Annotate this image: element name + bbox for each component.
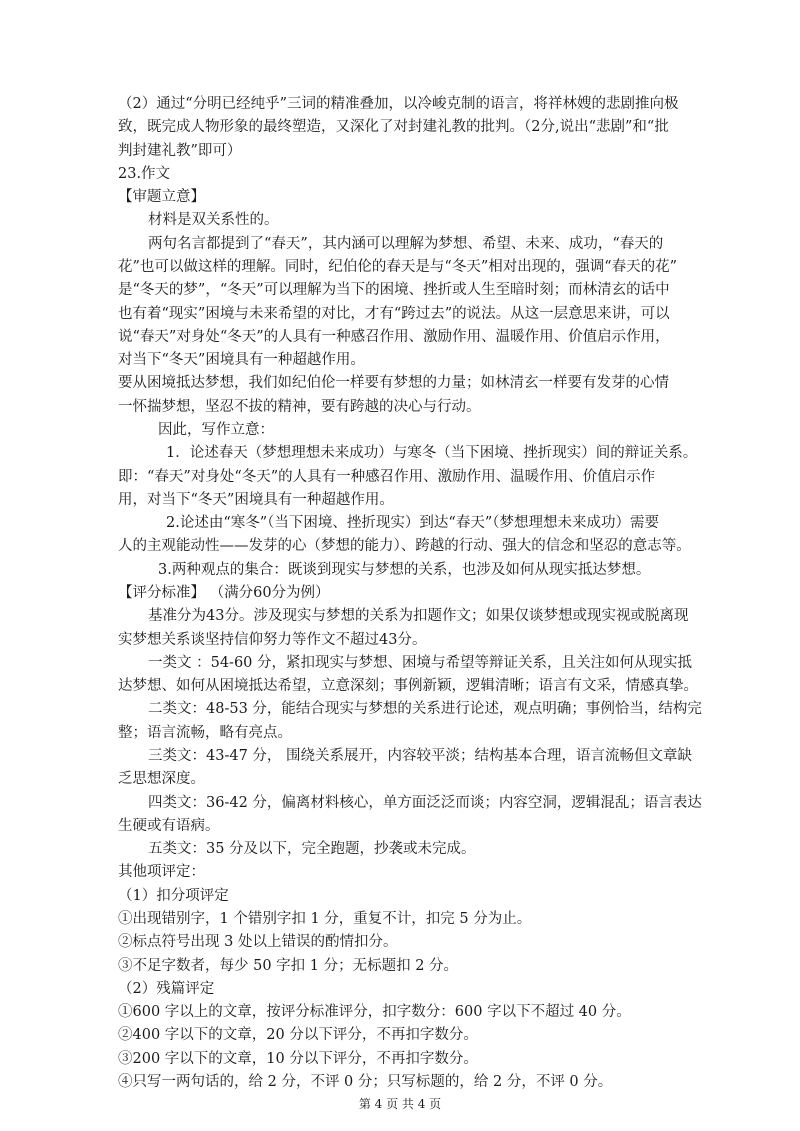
text-line: 说“春天”对身处“冬天”的人具有一种感召作用、激励作用、温暖作用、价值启示作用， [118,329,670,345]
text-line: ③不足字数者，每少 50 字扣 1 分；无标题扣 2 分。 [118,958,459,974]
section-heading: 23.作文 [118,166,171,182]
text-line: 生硬或有语病。 [118,818,220,834]
text-line: 基准分为43分。涉及现实与梦想的关系为扣题作文；如果仅谈梦想或现实视或脱离现 [148,608,689,624]
text-line: 五类文：35 分及以下，完全跑题，抄袭或未完成。 [148,841,476,857]
text-line: （2）残篇评定 [118,981,215,997]
text-line: 实梦想关系谈坚持信仰努力等作文不超过43分。 [118,632,427,648]
text-line: 一类文 ：54-60 分，紧扣现实与梦想、困境与希望等辩证关系，且关注如何从现实抵 [148,655,693,671]
text-line: （1）扣分项评定 [118,888,229,904]
text-line: 人的主观能动性——发芽的心（梦想的能力）、跨越的行动、强大的信念和坚忍的意志等。 [118,538,691,554]
text-line: 整；语言流畅，略有亮点。 [118,725,292,741]
section-heading: 【审题立意】 [118,189,205,205]
text-line: 达梦想、如何从困境抵达希望，立意深刻；事例新颖，逻辑清晰；语言有文采，情感真挚。 [118,678,698,694]
text-line: 对当下“冬天”困境具有一种超越作用。 [118,352,365,368]
text-line: 2.论述由“寒冬”（当下困境、挫折现实）到达“春天”（梦想理想未来成功）需要 [166,515,659,531]
text-line: 要从困境抵达梦想，我们如纪伯伦一样要有梦想的力量；如林清玄一样要有发芽的心情 [118,375,669,391]
text-line: 因此，写作立意： [158,422,274,438]
text-line: 1．论述春天（梦想理想未来成功）与寒冬（当下困境、挫折现实）间的辩证关系。 [166,445,698,461]
text-line: 三类文：43-47 分， 围绕关系展开，内容较平淡；结构基本合理，语言流畅但文章缺 [148,748,693,764]
text-line: ②400 字以下的文章，20 分以下评分，不再扣字数分。 [118,1027,478,1043]
text-line: ④只写一两句话的，给 2 分，不评 0 分；只写标题的，给 2 分，不评 0 分。 [118,1074,613,1090]
section-heading: 【评分标准】 （满分60分为例） [118,585,330,601]
text-line: 四类文：36-42 分，偏离材料核心，单方面泛泛而谈；内容空洞，逻辑混乱；语言表达 [148,795,702,811]
text-line: 致，既完成人物形象的最终塑造，又深化了对封建礼教的批判。（2分,说出“悲剧”和“批 [118,119,669,135]
text-line: 两句名言都提到了“春天”，其内涵可以理解为梦想、希望、未来、成功，“春天的 [148,236,664,252]
text-line: 一怀揣梦想，坚忍不拔的精神，要有跨越的决心与行动。 [118,399,481,415]
text-line: ③200 字以下的文章，10 分以下评分，不再扣字数分。 [118,1051,478,1067]
text-line: ①出现错别字，1 个错别字扣 1 分，重复不计，扣完 5 分为止。 [118,911,532,927]
text-line: 花”也可以做这样的理解。同时，纪伯伦的春天是与“冬天”相对出现的，强调“春天的花” [118,259,678,275]
text-line: ①600 字以上的文章，按评分标准评分，扣字数分：600 字以下不超过 40 分。 [118,1004,631,1020]
text-line: 也有着“现实”困境与未来希望的对比，才有“跨过去”的说法。从这一层意思来讲，可以 [118,306,670,322]
text-line: 用，对当下“冬天”困境具有一种超越作用。 [118,492,394,508]
page-number: 第 4 页 共 4 页 [358,1097,442,1111]
text-line: （2）通过“分明已经纯乎”三词的精准叠加，以冷峻克制的语言，将祥林嫂的悲剧推向极 [118,96,679,112]
text-line: 判封建礼教”即可） [118,143,242,159]
text-line: 二类文：48-53 分，能结合现实与梦想的关系进行论述，观点明确；事例恰当，结构完 [148,701,702,717]
text-line: 是“冬天的梦”，“冬天”可以理解为当下的困境、挫折或人生至暗时刻；而林清玄的话中 [118,282,670,298]
text-line: 即：“春天”对身处“冬天”的人具有一种感召作用、激励作用、温暖作用、价值启示作 [118,469,656,485]
text-line: 材料是双关系性的。 [148,212,279,228]
text-line: 乏思想深度。 [118,771,205,787]
text-line: 3.两种观点的集合：既谈到现实与梦想的关系，也涉及如何从现实抵达梦想。 [158,562,651,578]
text-line: ②标点符号出现 3 处以上错误的酌情扣分。 [118,934,398,950]
section-heading: 其他项评定： [118,864,205,880]
